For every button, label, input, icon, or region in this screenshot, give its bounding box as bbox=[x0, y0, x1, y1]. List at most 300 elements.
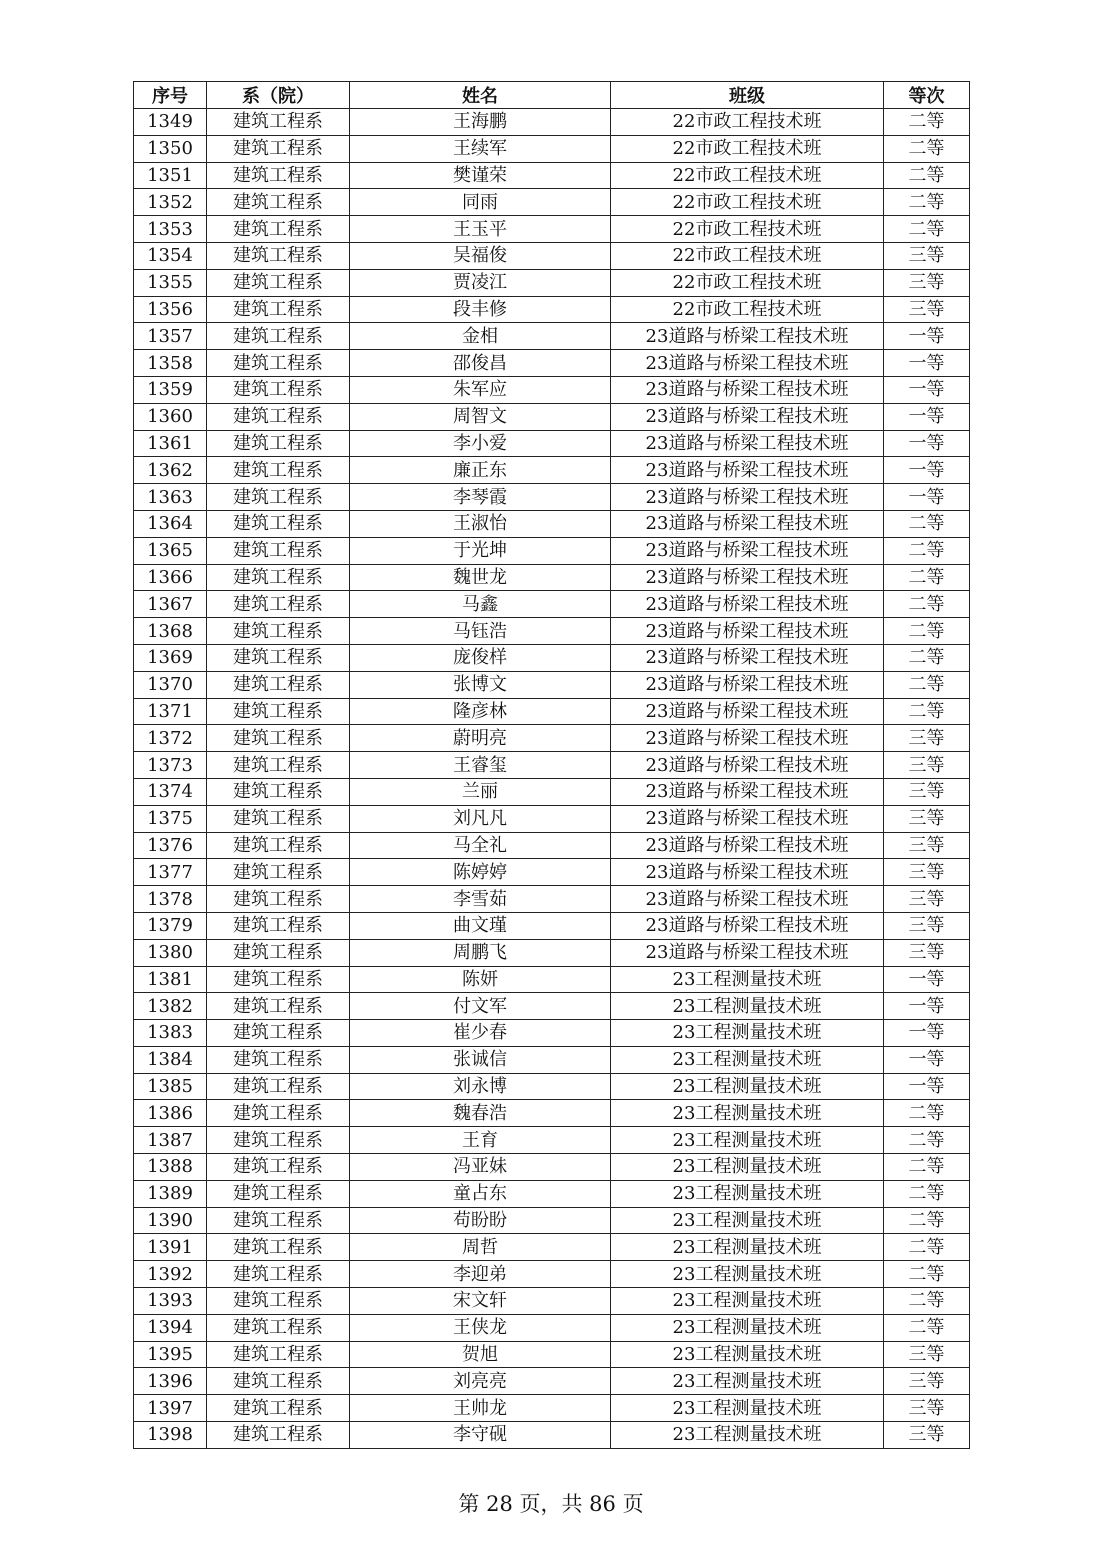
cell-department: 建筑工程系 bbox=[207, 1207, 350, 1234]
cell-seq: 1385 bbox=[134, 1073, 207, 1100]
cell-department: 建筑工程系 bbox=[207, 1261, 350, 1288]
cell-seq: 1357 bbox=[134, 323, 207, 350]
cell-grade: 三等 bbox=[884, 805, 970, 832]
cell-seq: 1390 bbox=[134, 1207, 207, 1234]
cell-name: 宋文轩 bbox=[350, 1288, 611, 1315]
cell-grade: 一等 bbox=[884, 376, 970, 403]
cell-seq: 1393 bbox=[134, 1288, 207, 1315]
cell-grade: 二等 bbox=[884, 135, 970, 162]
table-row bbox=[134, 162, 970, 189]
cell-seq: 1384 bbox=[134, 1046, 207, 1073]
cell-department: 建筑工程系 bbox=[207, 1073, 350, 1100]
cell-name: 刘永博 bbox=[350, 1073, 611, 1100]
cell-department: 建筑工程系 bbox=[207, 564, 350, 591]
table-row bbox=[134, 1020, 970, 1047]
table-row bbox=[134, 966, 970, 993]
cell-grade: 二等 bbox=[884, 671, 970, 698]
cell-class: 23道路与桥梁工程技术班 bbox=[611, 350, 884, 377]
cell-class: 23工程测量技术班 bbox=[611, 1207, 884, 1234]
cell-grade: 一等 bbox=[884, 403, 970, 430]
table-row bbox=[134, 376, 970, 403]
table-row bbox=[134, 430, 970, 457]
cell-name: 李雪茹 bbox=[350, 886, 611, 913]
cell-grade: 三等 bbox=[884, 1422, 970, 1449]
cell-name: 贾凌江 bbox=[350, 269, 611, 296]
table-row bbox=[134, 296, 970, 323]
cell-department: 建筑工程系 bbox=[207, 1368, 350, 1395]
cell-grade: 三等 bbox=[884, 832, 970, 859]
table-row bbox=[134, 618, 970, 645]
cell-seq: 1376 bbox=[134, 832, 207, 859]
cell-seq: 1373 bbox=[134, 752, 207, 779]
cell-grade: 二等 bbox=[884, 162, 970, 189]
table-row bbox=[134, 805, 970, 832]
cell-class: 22市政工程技术班 bbox=[611, 269, 884, 296]
cell-class: 23道路与桥梁工程技术班 bbox=[611, 671, 884, 698]
cell-grade: 三等 bbox=[884, 1368, 970, 1395]
table-row bbox=[134, 1046, 970, 1073]
cell-seq: 1369 bbox=[134, 644, 207, 671]
cell-class: 23工程测量技术班 bbox=[611, 1100, 884, 1127]
table-row bbox=[134, 1368, 970, 1395]
cell-class: 23工程测量技术班 bbox=[611, 993, 884, 1020]
table-row bbox=[134, 912, 970, 939]
cell-department: 建筑工程系 bbox=[207, 1422, 350, 1449]
cell-name: 周智文 bbox=[350, 403, 611, 430]
cell-seq: 1372 bbox=[134, 725, 207, 752]
cell-grade: 二等 bbox=[884, 644, 970, 671]
cell-seq: 1361 bbox=[134, 430, 207, 457]
cell-class: 23道路与桥梁工程技术班 bbox=[611, 591, 884, 618]
cell-name: 马全礼 bbox=[350, 832, 611, 859]
cell-name: 李琴霞 bbox=[350, 484, 611, 511]
cell-class: 23道路与桥梁工程技术班 bbox=[611, 912, 884, 939]
cell-grade: 二等 bbox=[884, 510, 970, 537]
cell-grade: 二等 bbox=[884, 564, 970, 591]
table-header bbox=[134, 82, 970, 109]
cell-class: 23道路与桥梁工程技术班 bbox=[611, 323, 884, 350]
table-row bbox=[134, 778, 970, 805]
cell-name: 付文军 bbox=[350, 993, 611, 1020]
cell-grade: 三等 bbox=[884, 859, 970, 886]
cell-class: 23道路与桥梁工程技术班 bbox=[611, 644, 884, 671]
cell-class: 23道路与桥梁工程技术班 bbox=[611, 457, 884, 484]
cell-seq: 1381 bbox=[134, 966, 207, 993]
table-row bbox=[134, 1180, 970, 1207]
cell-department: 建筑工程系 bbox=[207, 805, 350, 832]
cell-class: 23道路与桥梁工程技术班 bbox=[611, 564, 884, 591]
table-row bbox=[134, 537, 970, 564]
table-body bbox=[134, 109, 970, 1449]
cell-class: 23道路与桥梁工程技术班 bbox=[611, 484, 884, 511]
table-row bbox=[134, 216, 970, 243]
table-row bbox=[134, 832, 970, 859]
cell-class: 23工程测量技术班 bbox=[611, 1314, 884, 1341]
cell-grade: 三等 bbox=[884, 912, 970, 939]
table-row bbox=[134, 1422, 970, 1449]
roster-table bbox=[133, 81, 970, 1449]
cell-seq: 1362 bbox=[134, 457, 207, 484]
cell-seq: 1371 bbox=[134, 698, 207, 725]
cell-class: 23工程测量技术班 bbox=[611, 1234, 884, 1261]
cell-grade: 二等 bbox=[884, 1261, 970, 1288]
cell-seq: 1383 bbox=[134, 1020, 207, 1047]
cell-class: 23道路与桥梁工程技术班 bbox=[611, 618, 884, 645]
cell-name: 马钰浩 bbox=[350, 618, 611, 645]
cell-name: 苟盼盼 bbox=[350, 1207, 611, 1234]
table-row bbox=[134, 1100, 970, 1127]
cell-seq: 1389 bbox=[134, 1180, 207, 1207]
cell-grade: 二等 bbox=[884, 591, 970, 618]
cell-name: 隆彦林 bbox=[350, 698, 611, 725]
cell-department: 建筑工程系 bbox=[207, 671, 350, 698]
cell-grade: 一等 bbox=[884, 323, 970, 350]
cell-class: 23工程测量技术班 bbox=[611, 1395, 884, 1422]
table-row bbox=[134, 1073, 970, 1100]
cell-class: 22市政工程技术班 bbox=[611, 216, 884, 243]
cell-grade: 三等 bbox=[884, 1341, 970, 1368]
cell-seq: 1370 bbox=[134, 671, 207, 698]
table-row bbox=[134, 1234, 970, 1261]
cell-name: 李迎弟 bbox=[350, 1261, 611, 1288]
cell-grade: 二等 bbox=[884, 1288, 970, 1315]
page-number: 第 28 页，共 86 页 bbox=[458, 1492, 644, 1516]
table-row bbox=[134, 564, 970, 591]
cell-department: 建筑工程系 bbox=[207, 1341, 350, 1368]
cell-grade: 二等 bbox=[884, 537, 970, 564]
cell-name: 廉正东 bbox=[350, 457, 611, 484]
cell-class: 22市政工程技术班 bbox=[611, 189, 884, 216]
cell-department: 建筑工程系 bbox=[207, 1020, 350, 1047]
cell-department: 建筑工程系 bbox=[207, 296, 350, 323]
cell-grade: 二等 bbox=[884, 1127, 970, 1154]
cell-class: 23道路与桥梁工程技术班 bbox=[611, 939, 884, 966]
cell-name: 贺旭 bbox=[350, 1341, 611, 1368]
cell-class: 23工程测量技术班 bbox=[611, 1020, 884, 1047]
cell-class: 22市政工程技术班 bbox=[611, 135, 884, 162]
cell-class: 22市政工程技术班 bbox=[611, 242, 884, 269]
cell-grade: 三等 bbox=[884, 725, 970, 752]
cell-grade: 三等 bbox=[884, 778, 970, 805]
table-row bbox=[134, 510, 970, 537]
cell-grade: 二等 bbox=[884, 216, 970, 243]
table-row bbox=[134, 644, 970, 671]
cell-class: 23道路与桥梁工程技术班 bbox=[611, 376, 884, 403]
cell-seq: 1367 bbox=[134, 591, 207, 618]
cell-department: 建筑工程系 bbox=[207, 832, 350, 859]
cell-seq: 1386 bbox=[134, 1100, 207, 1127]
cell-class: 23道路与桥梁工程技术班 bbox=[611, 778, 884, 805]
cell-class: 23工程测量技术班 bbox=[611, 1368, 884, 1395]
cell-grade: 二等 bbox=[884, 109, 970, 136]
cell-class: 23工程测量技术班 bbox=[611, 1127, 884, 1154]
cell-class: 23工程测量技术班 bbox=[611, 1073, 884, 1100]
cell-name: 王续军 bbox=[350, 135, 611, 162]
cell-grade: 三等 bbox=[884, 1395, 970, 1422]
cell-department: 建筑工程系 bbox=[207, 135, 350, 162]
cell-class: 23工程测量技术班 bbox=[611, 1180, 884, 1207]
cell-name: 吴福俊 bbox=[350, 242, 611, 269]
cell-grade: 二等 bbox=[884, 618, 970, 645]
cell-name: 魏世龙 bbox=[350, 564, 611, 591]
table-row bbox=[134, 1395, 970, 1422]
cell-department: 建筑工程系 bbox=[207, 323, 350, 350]
cell-grade: 一等 bbox=[884, 350, 970, 377]
cell-class: 23道路与桥梁工程技术班 bbox=[611, 698, 884, 725]
cell-class: 23道路与桥梁工程技术班 bbox=[611, 510, 884, 537]
cell-class: 23工程测量技术班 bbox=[611, 1046, 884, 1073]
cell-name: 周哲 bbox=[350, 1234, 611, 1261]
cell-name: 陈婷婷 bbox=[350, 859, 611, 886]
cell-department: 建筑工程系 bbox=[207, 912, 350, 939]
cell-seq: 1363 bbox=[134, 484, 207, 511]
cell-name: 樊谨荣 bbox=[350, 162, 611, 189]
table-row bbox=[134, 269, 970, 296]
header-grade: 等次 bbox=[884, 82, 970, 109]
cell-name: 王育 bbox=[350, 1127, 611, 1154]
cell-seq: 1387 bbox=[134, 1127, 207, 1154]
cell-grade: 一等 bbox=[884, 1020, 970, 1047]
cell-seq: 1349 bbox=[134, 109, 207, 136]
cell-name: 王玉平 bbox=[350, 216, 611, 243]
cell-class: 23工程测量技术班 bbox=[611, 1154, 884, 1181]
cell-name: 兰丽 bbox=[350, 778, 611, 805]
cell-department: 建筑工程系 bbox=[207, 698, 350, 725]
cell-department: 建筑工程系 bbox=[207, 1314, 350, 1341]
cell-department: 建筑工程系 bbox=[207, 350, 350, 377]
cell-grade: 三等 bbox=[884, 242, 970, 269]
cell-name: 陈妍 bbox=[350, 966, 611, 993]
cell-grade: 三等 bbox=[884, 939, 970, 966]
cell-department: 建筑工程系 bbox=[207, 859, 350, 886]
cell-seq: 1377 bbox=[134, 859, 207, 886]
cell-name: 张诚信 bbox=[350, 1046, 611, 1073]
cell-grade: 一等 bbox=[884, 1046, 970, 1073]
cell-class: 22市政工程技术班 bbox=[611, 296, 884, 323]
table-row bbox=[134, 242, 970, 269]
cell-class: 23道路与桥梁工程技术班 bbox=[611, 537, 884, 564]
cell-class: 23工程测量技术班 bbox=[611, 1341, 884, 1368]
cell-department: 建筑工程系 bbox=[207, 242, 350, 269]
cell-seq: 1380 bbox=[134, 939, 207, 966]
cell-grade: 一等 bbox=[884, 966, 970, 993]
table-row bbox=[134, 671, 970, 698]
table-row bbox=[134, 698, 970, 725]
header-department: 系（院） bbox=[207, 82, 350, 109]
cell-department: 建筑工程系 bbox=[207, 993, 350, 1020]
cell-grade: 一等 bbox=[884, 993, 970, 1020]
cell-class: 23道路与桥梁工程技术班 bbox=[611, 403, 884, 430]
cell-seq: 1398 bbox=[134, 1422, 207, 1449]
table-row bbox=[134, 189, 970, 216]
cell-class: 23道路与桥梁工程技术班 bbox=[611, 752, 884, 779]
cell-seq: 1350 bbox=[134, 135, 207, 162]
cell-name: 童占东 bbox=[350, 1180, 611, 1207]
cell-seq: 1392 bbox=[134, 1261, 207, 1288]
cell-name: 同雨 bbox=[350, 189, 611, 216]
cell-class: 23道路与桥梁工程技术班 bbox=[611, 832, 884, 859]
cell-class: 23工程测量技术班 bbox=[611, 1422, 884, 1449]
cell-grade: 二等 bbox=[884, 1154, 970, 1181]
cell-class: 22市政工程技术班 bbox=[611, 109, 884, 136]
cell-name: 刘亮亮 bbox=[350, 1368, 611, 1395]
table-row bbox=[134, 457, 970, 484]
cell-name: 王帅龙 bbox=[350, 1395, 611, 1422]
cell-seq: 1368 bbox=[134, 618, 207, 645]
cell-grade: 二等 bbox=[884, 698, 970, 725]
cell-class: 23工程测量技术班 bbox=[611, 966, 884, 993]
cell-grade: 二等 bbox=[884, 1314, 970, 1341]
cell-department: 建筑工程系 bbox=[207, 162, 350, 189]
cell-name: 冯亚妹 bbox=[350, 1154, 611, 1181]
cell-seq: 1375 bbox=[134, 805, 207, 832]
cell-department: 建筑工程系 bbox=[207, 376, 350, 403]
cell-seq: 1359 bbox=[134, 376, 207, 403]
table-row bbox=[134, 1127, 970, 1154]
cell-name: 金相 bbox=[350, 323, 611, 350]
table-row bbox=[134, 725, 970, 752]
table-row bbox=[134, 591, 970, 618]
cell-department: 建筑工程系 bbox=[207, 1288, 350, 1315]
cell-seq: 1360 bbox=[134, 403, 207, 430]
cell-seq: 1396 bbox=[134, 1368, 207, 1395]
cell-name: 李小爱 bbox=[350, 430, 611, 457]
cell-name: 于光坤 bbox=[350, 537, 611, 564]
cell-grade: 一等 bbox=[884, 430, 970, 457]
cell-name: 崔少春 bbox=[350, 1020, 611, 1047]
cell-seq: 1378 bbox=[134, 886, 207, 913]
cell-department: 建筑工程系 bbox=[207, 269, 350, 296]
cell-name: 张博文 bbox=[350, 671, 611, 698]
header-class: 班级 bbox=[611, 82, 884, 109]
cell-class: 23道路与桥梁工程技术班 bbox=[611, 725, 884, 752]
table-row bbox=[134, 886, 970, 913]
cell-seq: 1354 bbox=[134, 242, 207, 269]
table-row bbox=[134, 859, 970, 886]
cell-class: 23道路与桥梁工程技术班 bbox=[611, 430, 884, 457]
cell-name: 王侠龙 bbox=[350, 1314, 611, 1341]
cell-seq: 1358 bbox=[134, 350, 207, 377]
cell-seq: 1356 bbox=[134, 296, 207, 323]
cell-name: 周鹏飞 bbox=[350, 939, 611, 966]
cell-department: 建筑工程系 bbox=[207, 966, 350, 993]
cell-department: 建筑工程系 bbox=[207, 216, 350, 243]
table-row bbox=[134, 939, 970, 966]
table-row bbox=[134, 1314, 970, 1341]
cell-department: 建筑工程系 bbox=[207, 886, 350, 913]
cell-department: 建筑工程系 bbox=[207, 189, 350, 216]
cell-grade: 三等 bbox=[884, 886, 970, 913]
cell-department: 建筑工程系 bbox=[207, 430, 350, 457]
cell-grade: 二等 bbox=[884, 1234, 970, 1261]
cell-department: 建筑工程系 bbox=[207, 725, 350, 752]
table-row bbox=[134, 135, 970, 162]
cell-grade: 二等 bbox=[884, 1180, 970, 1207]
cell-name: 王睿玺 bbox=[350, 752, 611, 779]
cell-seq: 1395 bbox=[134, 1341, 207, 1368]
cell-seq: 1391 bbox=[134, 1234, 207, 1261]
cell-seq: 1388 bbox=[134, 1154, 207, 1181]
cell-name: 庞俊样 bbox=[350, 644, 611, 671]
cell-department: 建筑工程系 bbox=[207, 537, 350, 564]
cell-name: 李守砚 bbox=[350, 1422, 611, 1449]
cell-name: 蔚明亮 bbox=[350, 725, 611, 752]
cell-name: 邵俊昌 bbox=[350, 350, 611, 377]
cell-grade: 一等 bbox=[884, 457, 970, 484]
table-row bbox=[134, 1207, 970, 1234]
cell-department: 建筑工程系 bbox=[207, 1046, 350, 1073]
cell-seq: 1364 bbox=[134, 510, 207, 537]
cell-grade: 二等 bbox=[884, 1100, 970, 1127]
cell-class: 23道路与桥梁工程技术班 bbox=[611, 859, 884, 886]
table-row bbox=[134, 484, 970, 511]
cell-name: 刘凡凡 bbox=[350, 805, 611, 832]
table-row bbox=[134, 1261, 970, 1288]
cell-class: 23道路与桥梁工程技术班 bbox=[611, 805, 884, 832]
cell-grade: 一等 bbox=[884, 1073, 970, 1100]
table-row bbox=[134, 993, 970, 1020]
cell-seq: 1394 bbox=[134, 1314, 207, 1341]
cell-class: 22市政工程技术班 bbox=[611, 162, 884, 189]
table-row bbox=[134, 752, 970, 779]
cell-department: 建筑工程系 bbox=[207, 644, 350, 671]
cell-grade: 三等 bbox=[884, 269, 970, 296]
cell-department: 建筑工程系 bbox=[207, 510, 350, 537]
cell-department: 建筑工程系 bbox=[207, 1234, 350, 1261]
cell-grade: 一等 bbox=[884, 484, 970, 511]
table-row bbox=[134, 403, 970, 430]
cell-seq: 1379 bbox=[134, 912, 207, 939]
cell-department: 建筑工程系 bbox=[207, 109, 350, 136]
table-row bbox=[134, 109, 970, 136]
header-seq: 序号 bbox=[134, 82, 207, 109]
cell-name: 曲文瑾 bbox=[350, 912, 611, 939]
cell-grade: 二等 bbox=[884, 189, 970, 216]
table-row bbox=[134, 350, 970, 377]
cell-grade: 二等 bbox=[884, 1207, 970, 1234]
cell-seq: 1366 bbox=[134, 564, 207, 591]
cell-department: 建筑工程系 bbox=[207, 457, 350, 484]
cell-name: 朱军应 bbox=[350, 376, 611, 403]
cell-seq: 1353 bbox=[134, 216, 207, 243]
cell-department: 建筑工程系 bbox=[207, 591, 350, 618]
cell-name: 王海鹏 bbox=[350, 109, 611, 136]
header-row bbox=[134, 82, 970, 109]
cell-name: 段丰修 bbox=[350, 296, 611, 323]
cell-department: 建筑工程系 bbox=[207, 618, 350, 645]
table-row bbox=[134, 1288, 970, 1315]
cell-seq: 1374 bbox=[134, 778, 207, 805]
cell-grade: 三等 bbox=[884, 296, 970, 323]
cell-department: 建筑工程系 bbox=[207, 1100, 350, 1127]
cell-department: 建筑工程系 bbox=[207, 1180, 350, 1207]
cell-seq: 1352 bbox=[134, 189, 207, 216]
cell-department: 建筑工程系 bbox=[207, 778, 350, 805]
cell-department: 建筑工程系 bbox=[207, 1154, 350, 1181]
table-row bbox=[134, 323, 970, 350]
cell-department: 建筑工程系 bbox=[207, 484, 350, 511]
cell-name: 魏春浩 bbox=[350, 1100, 611, 1127]
cell-name: 马鑫 bbox=[350, 591, 611, 618]
cell-class: 23工程测量技术班 bbox=[611, 1261, 884, 1288]
cell-seq: 1351 bbox=[134, 162, 207, 189]
cell-seq: 1355 bbox=[134, 269, 207, 296]
cell-department: 建筑工程系 bbox=[207, 752, 350, 779]
table-row bbox=[134, 1154, 970, 1181]
cell-seq: 1397 bbox=[134, 1395, 207, 1422]
cell-class: 23工程测量技术班 bbox=[611, 1288, 884, 1315]
cell-seq: 1382 bbox=[134, 993, 207, 1020]
